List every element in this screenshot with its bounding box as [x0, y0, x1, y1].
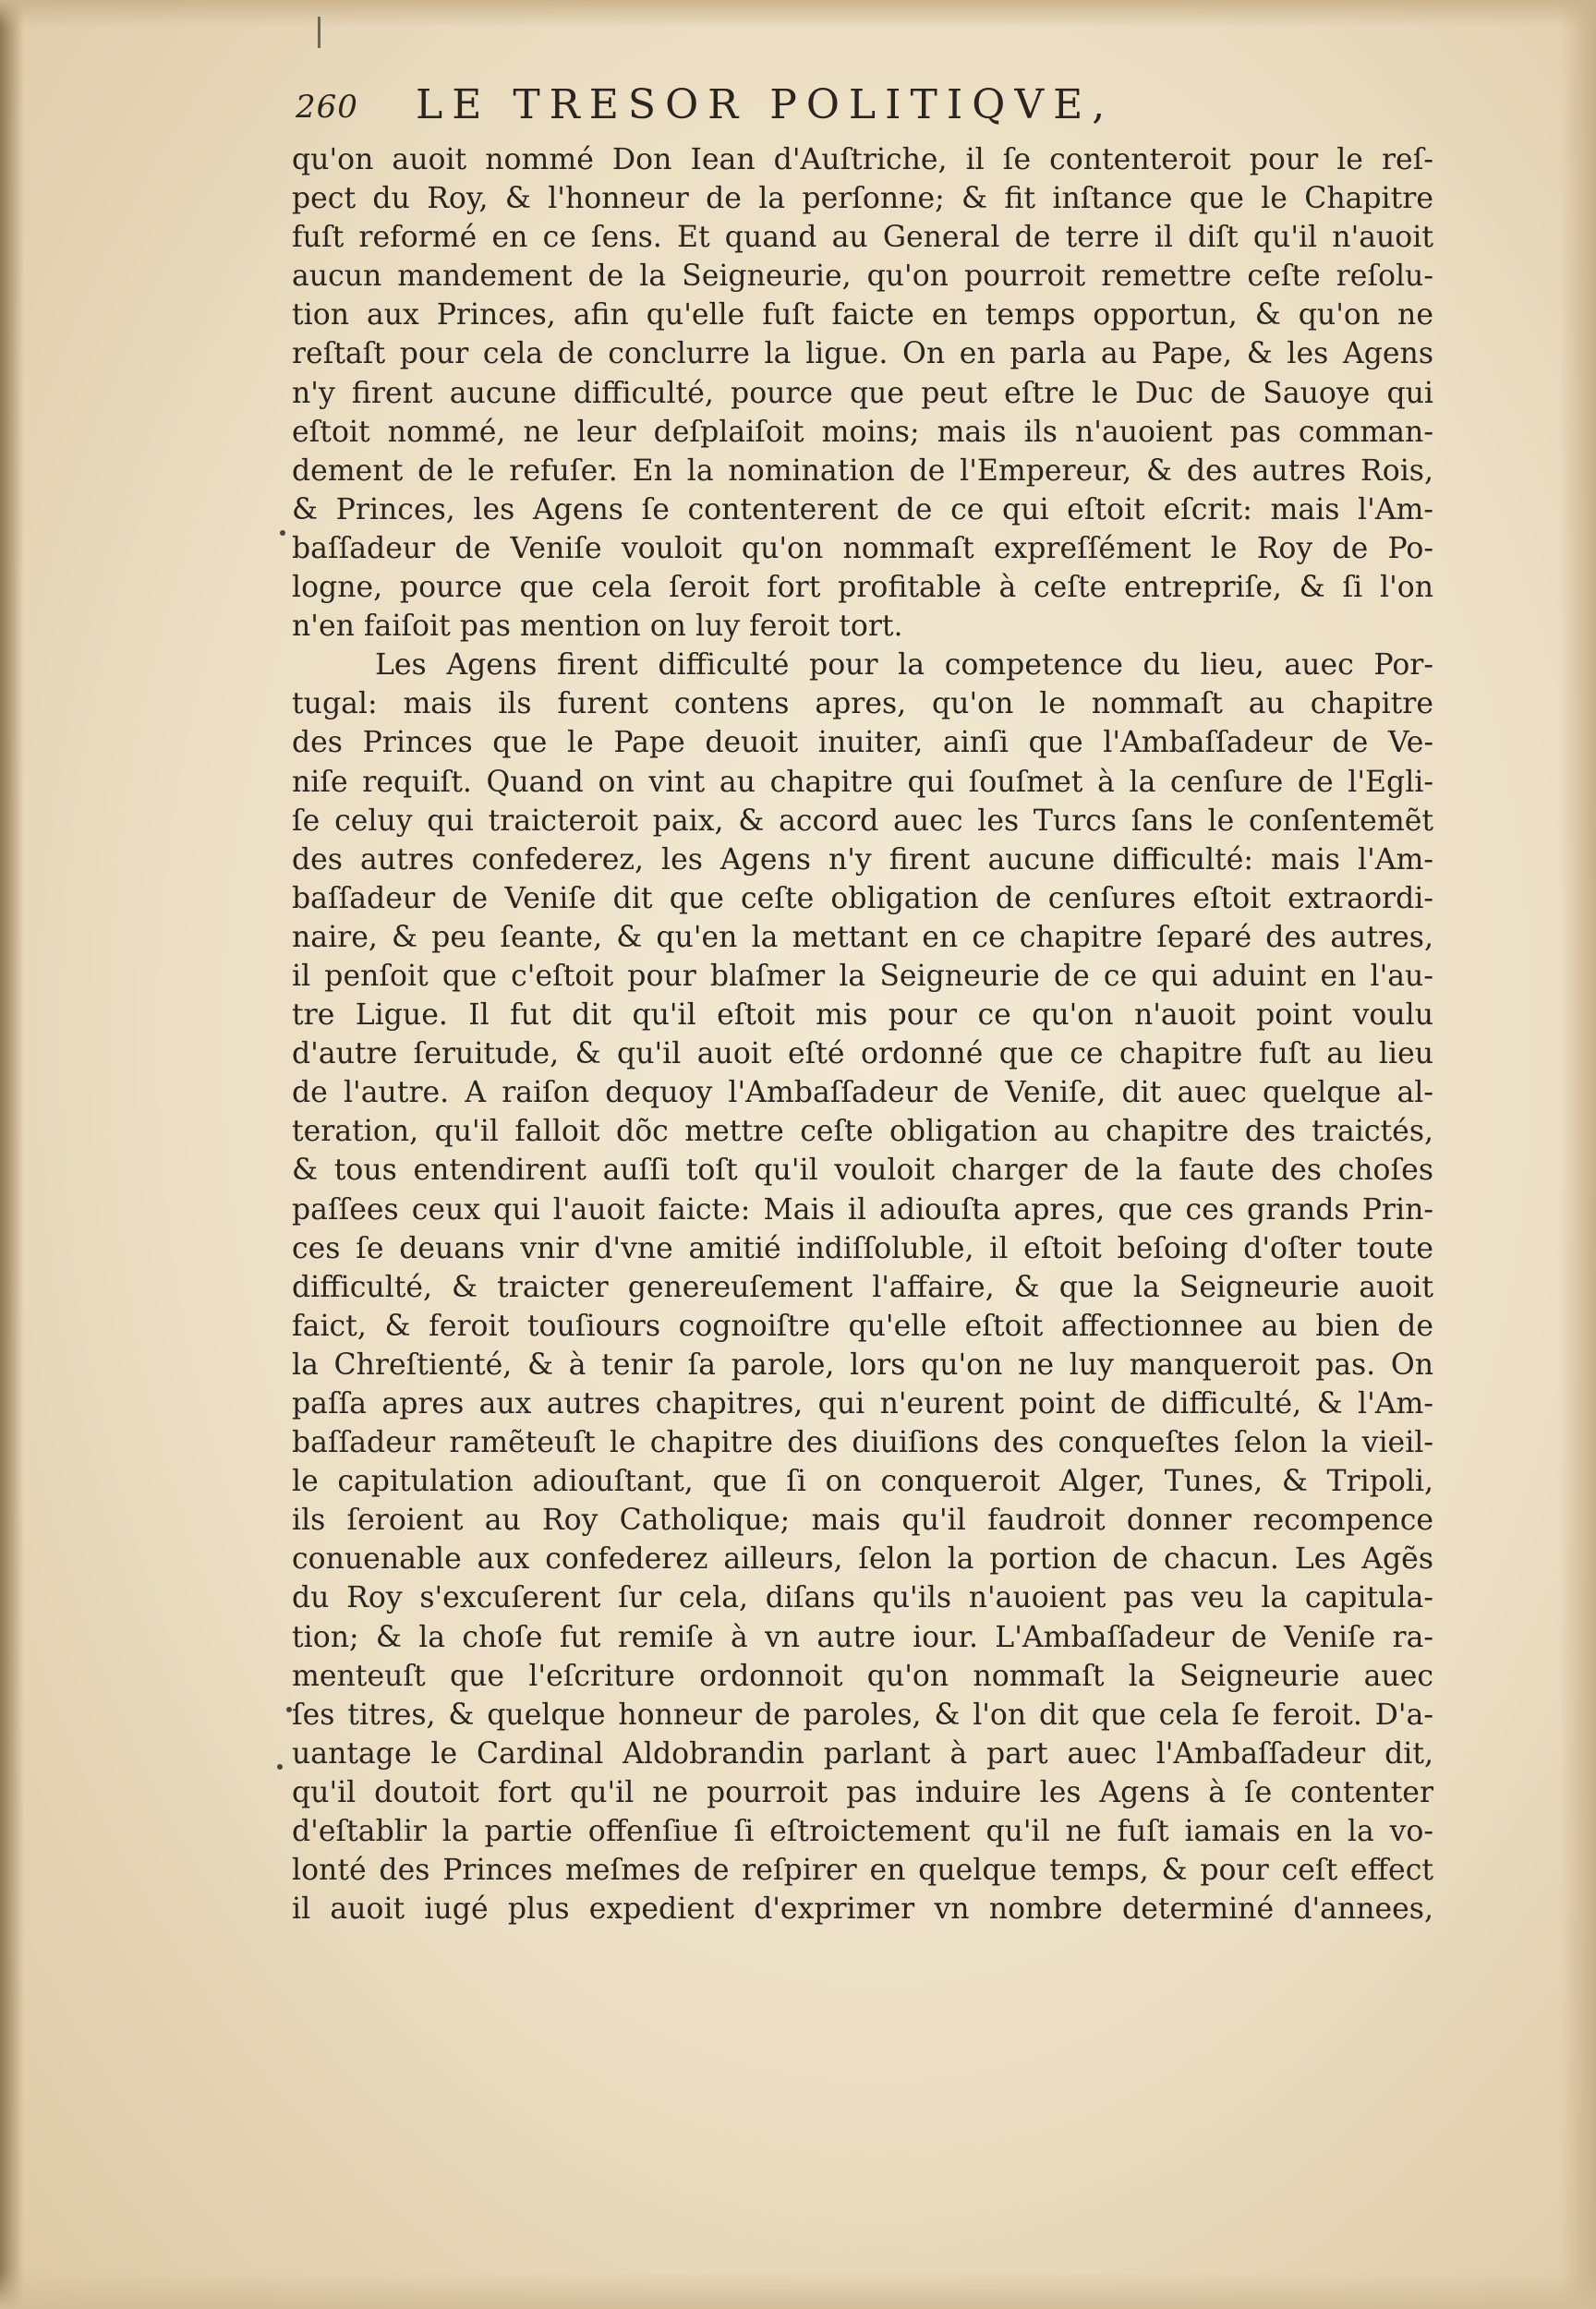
text-line: lonté des Princes meſmes de reſpirer en quelque temps, & pour ceſt effect — [292, 1854, 1433, 1888]
text-line: faict, & feroit touſiours cognoiſtre qu'elle eſtoit affectionnee au bien de — [292, 1309, 1433, 1343]
text-line: il auoit iugé plus expedient d'exprimer vn nombre determiné d'annees, — [292, 1892, 1433, 1927]
page-edge-shadow-left — [0, 0, 24, 2309]
page-header — [296, 81, 1441, 137]
text-line: des autres confederez, les Agens n'y firent aucune difficulté: mais l'Am- — [292, 842, 1433, 876]
text-line: d'autre ſeruitude, & qu'il auoit eſté ordonné que ce chapitre fuſt au lieu — [292, 1037, 1433, 1071]
text-line: des Princes que le Pape deuoit inuiter, ainſi que l'Ambaſſadeur de Ve- — [292, 726, 1433, 760]
text-line: la Chreſtienté, & à tenir ſa parole, lors qu'on ne luy manqueroit pas. On — [292, 1348, 1433, 1382]
text-line: dement de le refuſer. En la nomination de l'Empereur, & des autres Rois, — [292, 453, 1433, 488]
text-line: ces ſe deuans vnir d'vne amitié indiſſoluble, il eſtoit beſoing d'oſter toute — [292, 1231, 1433, 1265]
text-line: de l'autre. A raiſon dequoy l'Ambaſſadeur de Veniſe, dit auec quelque al- — [292, 1076, 1433, 1110]
text-line: conuenable aux confederez ailleurs, ſelon la portion de chacun. Les Agẽs — [292, 1542, 1433, 1577]
text-line: ſes titres, & quelque honneur de paroles, & l'on dit que cela ſe feroit. D'a- — [292, 1698, 1433, 1732]
text-line: tion aux Princes, afin qu'elle fuſt faicte en temps opportun, & qu'on ne — [292, 298, 1433, 332]
text-line: naire, & peu ſeante, & qu'en la mettant en ce chapitre ſeparé des autres, — [292, 920, 1433, 954]
text-line: tre Ligue. Il fut dit qu'il eſtoit mis pour ce qu'on n'auoit point voulu — [292, 998, 1433, 1033]
page-edge-shadow-top — [0, 0, 1596, 28]
ink-mark — [318, 17, 320, 48]
margin-ink-dot — [277, 1764, 283, 1770]
text-line: aucun mandement de la Seigneurie, qu'on pourroit remettre ceſte reſolu- — [292, 260, 1433, 294]
text-line: tugal: mais ils furent contens apres, qu'on le nommaſt au chapitre — [292, 687, 1433, 721]
text-line: niſe requiſt. Quand on vint au chapitre qui ſouſmet à la cenſure de l'Egli- — [292, 765, 1433, 799]
text-line: baſſadeur de Veniſe dit que ceſte obligation de cenſures eſtoit extraordi- — [292, 881, 1433, 915]
text-line: qu'on auoit nommé Don Iean d'Auſtriche, il ſe contenteroit pour le reſ- — [292, 143, 1433, 176]
page-edge-shadow-right — [1559, 0, 1596, 2309]
text-line: paſſees ceux qui l'auoit faicte: Mais il adiouſta apres, que ces grands Prin- — [292, 1192, 1433, 1227]
text-line: eſtoit nommé, ne leur deſplaiſoit moins; mais ils n'auoient pas comman- — [292, 415, 1433, 449]
running-title: LE TRESOR POLITIQVE, — [416, 81, 1115, 128]
text-line: pect du Roy, & l'honneur de la perſonne; & fit inſtance que le Chapitre — [292, 182, 1433, 216]
page-number: 260 — [296, 89, 358, 126]
body-text — [292, 140, 1433, 1928]
text-line: Les Agens firent difficulté pour la competence du lieu, auec Por- — [375, 648, 1433, 683]
text-line: du Roy s'excuſerent ſur cela, diſans qu'ils n'auoient pas veu la capitula- — [292, 1581, 1433, 1615]
text-line: fuſt reformé en ce ſens. Et quand au General de terre il diſt qu'il n'auoit — [292, 221, 1433, 255]
text-line: teration, qu'il falloit dõc mettre ceſte obligation au chapitre des traictés, — [292, 1115, 1433, 1149]
text-line: tion; & la choſe fut remiſe à vn autre iour. L'Ambaſſadeur de Veniſe ra- — [292, 1620, 1433, 1654]
text-line: paſſa apres aux autres chapitres, qui n'eurent point de difficulté, & l'Am- — [292, 1387, 1433, 1420]
text-line: n'y firent aucune difficulté, pource que peut eſtre le Duc de Sauoye qui — [292, 376, 1433, 410]
text-line: & Princes, les Agens ſe contenterent de ce qui eſtoit eſcrit: mais l'Am- — [292, 492, 1433, 526]
text-line: baſſadeur de Veniſe vouloit qu'on nommaſt expreſſément le Roy de Po- — [292, 531, 1433, 565]
text-line: d'eſtablir la partie offenſiue ſi eſtroictement qu'il ne fuſt iamais en la vo- — [292, 1815, 1433, 1849]
page-edge-shadow-bottom — [0, 2272, 1596, 2309]
text-line: ſe celuy qui traicteroit paix, & accord auec les Turcs ſans le conſentemẽt — [292, 804, 1433, 838]
text-line: & tous entendirent auſſi toſt qu'il vouloit charger de la faute des choſes — [292, 1154, 1433, 1188]
text-line: le capitulation adiouſtant, que ſi on conqueroit Alger, Tunes, & Tripoli, — [292, 1465, 1433, 1499]
text-line: baſſadeur ramẽteuſt le chapitre des diuiſions des conqueſtes ſelon la vieil- — [292, 1426, 1433, 1460]
text-line: ils ſeroient au Roy Catholique; mais qu'il faudroit donner recompence — [292, 1504, 1433, 1538]
margin-ink-dot — [280, 530, 285, 536]
text-line: menteuſt que l'eſcriture ordonnoit qu'on nommaſt la Seigneurie auec — [292, 1659, 1433, 1693]
text-line: reſtaſt pour cela de conclurre la ligue. On en parla au Pape, & les Agens — [292, 337, 1433, 371]
text-line: uantage le Cardinal Aldobrandin parlant à part auec l'Ambaſſadeur dit, — [292, 1736, 1433, 1771]
margin-ink-dot — [286, 1707, 292, 1712]
text-line: difficulté, & traicter genereuſement l'affaire, & que la Seigneurie auoit — [292, 1270, 1433, 1304]
text-line: logne, pource que cela ſeroit fort profitable à ceſte entrepriſe, & ſi l'on — [292, 571, 1433, 605]
text-line: qu'il doutoit fort qu'il ne pourroit pas induire les Agens à ſe contenter — [292, 1775, 1433, 1809]
text-line: n'en faiſoit pas mention on luy feroit tort. — [292, 610, 903, 644]
text-line: il penſoit que c'eſtoit pour blaſmer la Seigneurie de ce qui aduint en l'au- — [292, 959, 1433, 993]
